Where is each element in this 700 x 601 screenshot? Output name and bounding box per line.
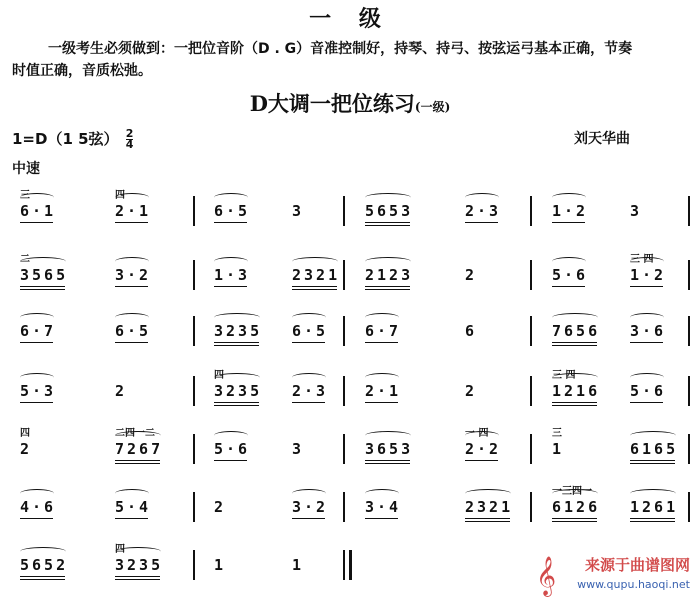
note-text: 2321 [292,266,341,284]
beam-line [115,460,160,461]
note-text: 1·2 [552,202,589,220]
barline [688,492,690,522]
beam-line [630,521,675,522]
note-group [115,382,127,400]
note-group [214,266,250,284]
note-text: 6·5 [292,322,329,340]
note-text: 6·7 [365,322,402,340]
note-text: 5·4 [115,498,152,516]
slur-mark [365,431,411,440]
note-text: 5653 [365,202,414,220]
slur-mark [115,313,149,322]
slur-mark [552,257,586,266]
beam-line [630,460,675,461]
note-group [365,266,413,284]
beam-line [214,402,259,403]
note-group [115,322,151,340]
note-text: 7267 [115,440,164,458]
beam-line [365,342,398,343]
note-text: 2·2 [465,440,502,458]
note-text: 2 [20,440,33,458]
barline [193,492,195,522]
beam-line [214,342,259,343]
barline [688,260,690,290]
beam-line [214,345,259,346]
beam-line [552,518,597,519]
intro-line-1: 一级考生必须做到：一把位音阶（D . G）音准控制好，持琴、持弓、按弦运弓基本正确，节奏 [48,41,633,57]
note-text: 3 [630,202,643,220]
note-text: 1261 [630,498,679,516]
beam-line [365,402,398,403]
note-group [465,202,501,220]
beam-line [292,289,337,290]
note-group [365,322,401,340]
fingering-mark: 三 [552,428,562,439]
slur-mark [292,257,338,266]
fingering-mark: 一 四 [465,428,489,439]
beam-line [292,518,325,519]
beam-line [365,286,410,287]
note-group [630,382,666,400]
note-text: 5·6 [630,382,667,400]
slur-mark [630,431,676,440]
slur-mark [365,373,399,382]
note-group [20,440,32,458]
fingering-mark: 四 [115,544,125,555]
time-numerator: 2 [125,127,134,140]
slur-mark [20,373,54,382]
note-text: 6·5 [214,202,251,220]
slur-mark [214,313,260,322]
slur-mark [292,373,326,382]
barline [688,376,690,406]
note-group [365,382,401,400]
note-group [552,322,600,340]
barline [343,492,345,522]
note-group [365,498,401,516]
beam-line [552,345,597,346]
beam-line [365,460,410,461]
beam-line [365,518,398,519]
watermark-line-2: www.qupu.haoqi.net [577,578,690,591]
barline [343,260,345,290]
note-group [552,440,564,458]
beam-line [292,286,337,287]
note-text: 3·2 [292,498,329,516]
beam-line [552,405,597,406]
beam-line [20,579,65,580]
slur-mark [630,489,676,498]
treble-clef-logo: 𝄞 [536,556,557,596]
score-row [0,302,700,354]
final-barline [349,550,352,580]
beam-line [465,222,498,223]
beam-line [552,222,585,223]
score-row [0,420,700,472]
key-signature [12,128,133,150]
note-group [365,440,413,458]
beam-line [552,342,597,343]
note-group [20,498,56,516]
barline [343,550,345,580]
time-denominator: 4 [125,138,134,151]
note-group [214,322,262,340]
note-group [115,440,163,458]
fingering-mark: 二四一二 [115,428,155,439]
note-group [365,202,413,220]
note-text: 2 [214,498,227,516]
slur-mark [365,257,411,266]
note-text: 2·1 [115,202,152,220]
note-text: 3 [292,440,305,458]
time-signature [126,129,134,150]
slur-mark [214,431,248,440]
slur-mark [115,257,149,266]
note-text: 2 [465,266,478,284]
barline [530,316,532,346]
note-group [20,266,68,284]
beam-line [292,402,325,403]
fingering-mark: 三 [20,190,30,201]
barline [193,376,195,406]
beam-line [20,286,65,287]
beam-line [214,460,247,461]
note-group [552,382,600,400]
note-group [465,322,477,340]
barline [688,196,690,226]
note-text: 1216 [552,382,601,400]
beam-line [365,222,410,223]
barline [530,434,532,464]
fingering-mark: 四 [214,370,224,381]
slur-mark [214,193,248,202]
note-text: 1·3 [214,266,251,284]
note-group [214,556,226,574]
note-text: 6165 [630,440,679,458]
note-group [465,498,513,516]
note-group [115,266,151,284]
beam-line [552,402,597,403]
key-text: 1=D（1 5弦） [12,130,119,148]
beam-line [630,402,663,403]
note-text: 3235 [115,556,164,574]
piece-level-tag: (一级) [414,100,451,114]
beam-line [20,518,53,519]
slur-mark [630,313,664,322]
note-text: 6126 [552,498,601,516]
note-group [630,202,642,220]
note-text: 3235 [214,382,263,400]
barline [193,434,195,464]
barline [343,316,345,346]
slur-mark [465,489,511,498]
note-text: 6·5 [115,322,152,340]
fingering-mark: 四 [115,190,125,201]
beam-line [20,222,53,223]
slur-mark [214,257,248,266]
note-group [465,440,501,458]
slur-mark [292,313,326,322]
note-text: 2123 [365,266,414,284]
beam-line [20,342,53,343]
slur-mark [552,313,598,322]
note-text: 1·2 [630,266,667,284]
beam-line [214,405,259,406]
note-group [292,382,328,400]
note-group [115,556,163,574]
beam-line [20,402,53,403]
beam-line [630,518,675,519]
note-text: 7656 [552,322,601,340]
beam-line [115,576,160,577]
slur-mark [20,313,54,322]
note-text: 3565 [20,266,69,284]
beam-line [115,286,148,287]
note-text: 6·7 [20,322,57,340]
note-group [214,440,250,458]
note-text: 1 [214,556,227,574]
intro-line-2: 时值正确，音质松弛。 [12,63,152,79]
note-text: 2 [465,382,478,400]
beam-line [465,460,498,461]
beam-line [630,286,663,287]
note-text: 5·6 [552,266,589,284]
intro-text [12,38,688,82]
note-group [465,266,477,284]
note-text: 5·3 [20,382,57,400]
note-text: 4·6 [20,498,57,516]
fingering-mark: 一三四一 [552,486,592,497]
beam-line [115,463,160,464]
note-text: 2321 [465,498,514,516]
score-row [0,362,700,414]
beam-line [214,222,247,223]
beam-line [20,289,65,290]
barline [530,260,532,290]
note-text: 2·1 [365,382,402,400]
beam-line [292,342,325,343]
note-text: 3 [292,202,305,220]
slur-mark [552,193,586,202]
barline [530,376,532,406]
fingering-mark: 四 [20,428,30,439]
note-group [115,202,151,220]
barline [530,196,532,226]
beam-line [214,286,247,287]
note-group [552,202,588,220]
barline [193,316,195,346]
score-row [0,182,700,234]
note-text: 3653 [365,440,414,458]
beam-line [115,518,148,519]
beam-line [115,579,160,580]
note-group [214,498,226,516]
note-group [630,440,678,458]
note-group [630,266,666,284]
note-text: 5·6 [214,440,251,458]
note-group [20,202,56,220]
barline [343,196,345,226]
piece-title-text: D大调一把位练习 [249,91,415,116]
note-group [292,440,304,458]
barline [688,434,690,464]
note-group [214,382,262,400]
note-group [292,322,328,340]
note-group [630,498,678,516]
note-group [20,556,68,574]
fingering-mark: 三 四 [552,370,576,381]
barline [688,316,690,346]
note-text: 6 [465,322,478,340]
note-group [292,266,340,284]
note-text: 3235 [214,322,263,340]
note-group [465,382,477,400]
barline [530,492,532,522]
note-group [20,382,56,400]
beam-line [20,576,65,577]
note-group [552,498,600,516]
slur-mark [365,193,411,202]
note-text: 2 [115,382,128,400]
note-group [630,322,666,340]
score-row [0,246,700,298]
beam-line [465,521,510,522]
beam-line [630,463,675,464]
beam-line [115,342,148,343]
slur-mark [20,547,66,556]
fingering-mark: 三 四 [630,254,654,265]
note-group [214,202,250,220]
slur-mark [365,489,399,498]
barline [193,260,195,290]
beam-line [465,518,510,519]
barline [193,550,195,580]
note-text: 3·4 [365,498,402,516]
barline [343,434,345,464]
slur-mark [630,373,664,382]
barline [193,196,195,226]
note-group [292,556,304,574]
note-text: 3·2 [115,266,152,284]
fingering-mark: 二 [20,254,30,265]
score-row [0,478,700,530]
beam-line [630,342,663,343]
slur-mark [365,313,399,322]
beam-line [365,463,410,464]
note-text: 1 [552,440,565,458]
tempo-marking: 中速 [12,161,40,177]
note-text: 6·1 [20,202,57,220]
note-text: 3·6 [630,322,667,340]
slur-mark [292,489,326,498]
slur-mark [20,489,54,498]
slur-mark [465,193,499,202]
beam-line [552,286,585,287]
watermark-line-1: 来源于曲谱图网 [584,556,690,574]
beam-line [365,289,410,290]
composer: 刘天华曲 [574,131,630,147]
note-group [292,498,328,516]
beam-line [365,225,410,226]
note-group [20,322,56,340]
slur-mark [115,489,149,498]
beam-line [115,222,148,223]
note-text: 2·3 [292,382,329,400]
note-group [292,202,304,220]
level-title: 一 级 [309,6,391,32]
note-text: 5652 [20,556,69,574]
note-text: 1 [292,556,305,574]
note-text: 2·3 [465,202,502,220]
piece-title [0,88,700,118]
barline [343,376,345,406]
note-group [115,498,151,516]
note-group [552,266,588,284]
beam-line [552,521,597,522]
